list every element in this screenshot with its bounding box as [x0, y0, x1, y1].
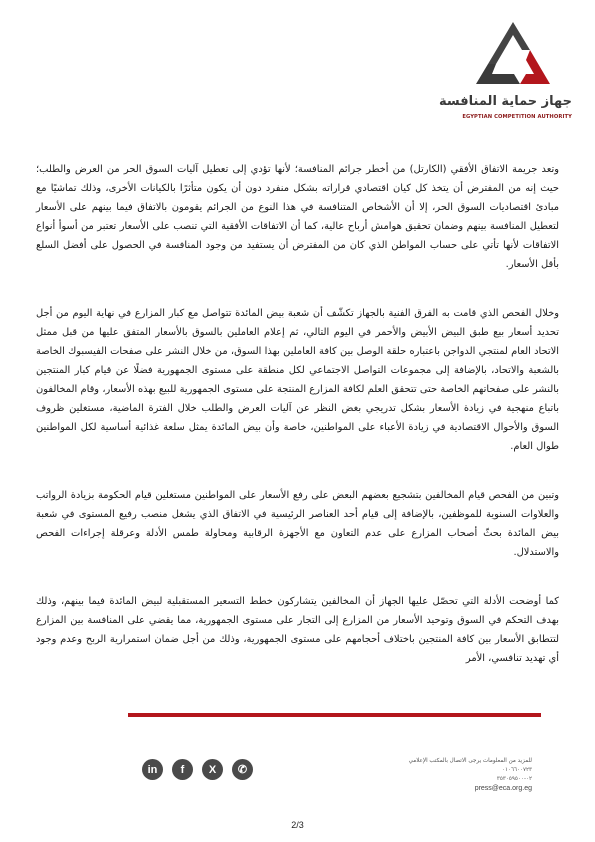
contact-label: للمزيد من المعلومات يرجى الاتصال بالمكتب الإعلامي — [408, 758, 532, 764]
body-text — [36, 160, 559, 698]
paragraph: وتعد جريمة الاتفاق الأفقي (الكارتل) من أخطر جرائم المنافسة؛ لأنها تؤدي إلى تعطيل آليات السوق الحر من العرض والطلب؛ حيث إنه من المفترض أن يتخذ كل كيان اقتصادي قراراته بشكل منفرد دون أن يكون متأثرًا بالكيانات الأخرى، وذلك تماشيًا مع مبادئ اقتصاديات السوق الحر، إلا أن الأشخاص المتنافسة في هذا النوع من الجرائم يقومون بالاتفاق فيما بينهم على الأسعار لتعطيل المنافسة بينهم وضمان تحقيق هوامش أرباح عالية، كما أن الاتفاقات الأفقية التي تنصب على الأسعار تعتبر من أسوأ أنواع الاتفاقات لأنها تأتي على حساب المواطن الذي كان من المفترض أن يستفيد من وجود المنافسة في الحصول على أفضل السلع بأقل الأسعار. — [36, 164, 559, 270]
x-icon[interactable]: X — [202, 759, 223, 780]
org-name-english: EGYPTIAN COMPETITION AUTHORITY — [462, 114, 572, 120]
phone-number: ٠٢-٣٥٣٠٥٩٥٠٠ — [496, 776, 532, 782]
paragraph: وتبين من الفحص قيام المخالفين بتشجيع بعضهم البعض على رفع الأسعار على المواطنين مستغلين قيام الحكومة بزيادة الرواتب والعلاوات السنوية للموظفين، بالإضافة إلى قيام أحد العناصر الرئيسية في الاتفاق الذي يشغل منصب رفيع المستوى في شعبة بيض المائدة بحثّ أصحاب المزارع على عدم التعاون مع الأجهزة الرقابية ومحاولة طمس الأدلة وعرقلة إجراءات الفحص والاستدلال. — [36, 490, 559, 558]
org-name-arabic: جهاز حماية المنافسة — [439, 94, 572, 109]
logo-triangle-icon — [474, 20, 552, 86]
footer-divider — [128, 713, 541, 717]
email-link[interactable]: press@eca.org.eg — [474, 785, 532, 792]
facebook-icon[interactable]: f — [172, 759, 193, 780]
social-links — [142, 759, 253, 780]
whatsapp-icon[interactable]: ✆ — [232, 759, 253, 780]
linkedin-icon[interactable]: in — [142, 759, 163, 780]
paragraph: كما أوضحت الأدلة التي تحصّل عليها الجهاز أن المخالفين يتشاركون خطط التسعير المستقبلية لبيض المائدة فيما بينهم، وذلك بهدف التحكم في السوق وتوحيد الأسعار من المزارع إلى التجار على مستوى الجمهورية، مما يقضي على المنافسة بين المزارع لتتطابق الأسعار بين كافة المنتجين باختلاف أحجامهم على مستوى الجمهورية، وذلك من أجل ضمان استمرارية الربح وعدم وجود أي تهديد تنافسي، الأمر — [36, 596, 559, 664]
page-number: 2/3 — [291, 820, 304, 830]
mobile-number: ٠١٠٦٦٠٠٧٢٣ — [501, 767, 532, 773]
logo — [439, 20, 574, 120]
contact-info — [332, 757, 532, 793]
paragraph: وخلال الفحص الذي قامت به الفرق الفنية بالجهاز تكشّف أن شعبة بيض المائدة تتواصل مع كبار المزارع في نهاية اليوم من أجل تحديد أسعار بيع طبق البيض الأبيض والأحمر في اليوم التالي، ثم إعلام العاملين بالسوق بالأسعار المتفق عليها من قبل ممثل الاتحاد العام لمنتجي الدواجن باعتباره حلقة الوصل بين كافة العاملين بهذا السوق، من خلال النشر على صفحات الفيسبوك الخاصة بالشعبة والاتحاد، بالإضافة إلى مجموعات التواصل الاجتماعي لكل منطقة على مستوى الجمهورية فضلًا عن قيام كبار المنتجين بالنشر على صفحاتهم الخاصة حتى تتحقق العلم لكافة المزارع المنتجة على مستوى الجمهورية للبيع بهذه الأسعار، وقام المخالفون باتباع منهجية في زيادة الأسعار بشكل تدريجي بغض النظر عن آليات العرض والطلب خلال الفترة الماضية، مستغلين ظروف السوق والأحوال الاقتصادية في زيادة الأعباء على المواطنين، خاصة وأن بيض المائدة يمثل سلعة غذائية أساسية لكل المواطنين طوال العام. — [36, 308, 559, 452]
